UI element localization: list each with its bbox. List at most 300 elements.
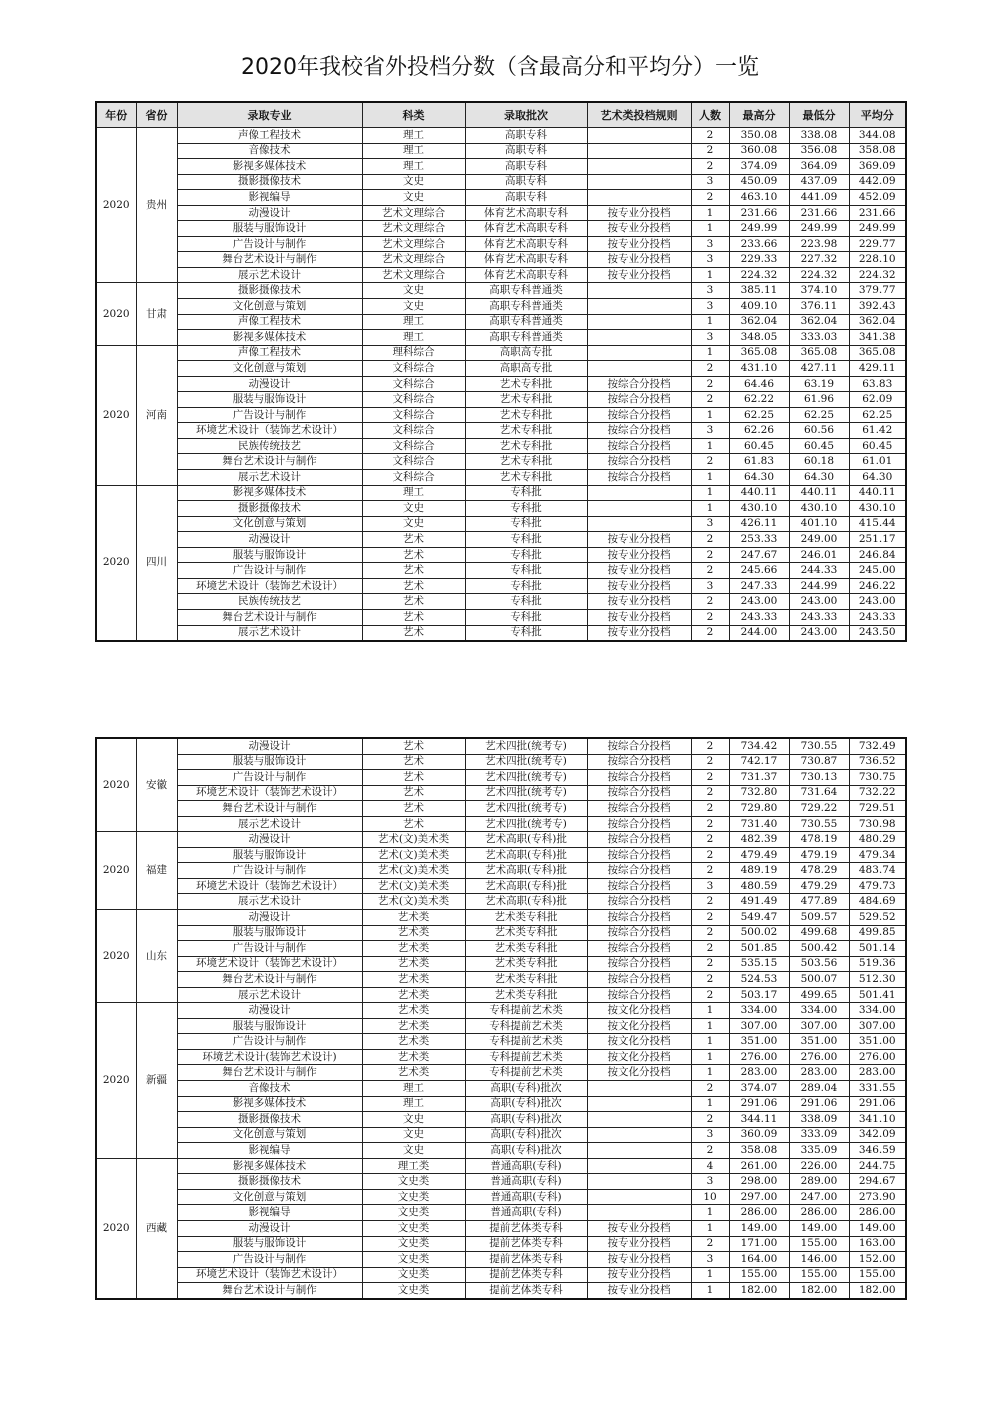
table-row xyxy=(96,283,906,299)
table-row xyxy=(96,205,906,221)
count-cell: 1 xyxy=(691,345,729,361)
batch-cell: 高职(专科)批次 xyxy=(465,1096,587,1112)
max-score-cell: 482.39 xyxy=(729,832,789,848)
batch-cell: 专科批 xyxy=(465,501,587,517)
table-row xyxy=(96,1236,906,1252)
batch-cell: 专科批 xyxy=(465,563,587,579)
major-cell: 展示艺术设计 xyxy=(177,987,362,1003)
rule-cell: 按综合分投档 xyxy=(587,392,691,408)
major-cell: 舞台艺术设计与制作 xyxy=(177,801,362,817)
table-row xyxy=(96,578,906,594)
count-cell: 2 xyxy=(691,894,729,910)
avg-score-cell: 512.30 xyxy=(849,972,906,988)
major-cell: 环境艺术设计（装饰艺术设计） xyxy=(177,878,362,894)
count-cell: 3 xyxy=(691,423,729,439)
major-cell: 环境艺术设计(装饰艺术设计) xyxy=(177,1049,362,1065)
column-header: 科类 xyxy=(362,102,465,128)
min-score-cell: 351.00 xyxy=(789,1034,849,1050)
column-header: 最高分 xyxy=(729,102,789,128)
table-row xyxy=(96,1081,906,1097)
column-header: 艺术类投档规则 xyxy=(587,102,691,128)
avg-score-cell: 529.52 xyxy=(849,910,906,926)
column-header: 年份 xyxy=(96,102,136,128)
major-cell: 广告设计与制作 xyxy=(177,863,362,879)
max-score-cell: 243.00 xyxy=(729,594,789,610)
rule-cell xyxy=(587,1112,691,1128)
major-cell: 服装与服饰设计 xyxy=(177,1236,362,1252)
category-cell: 艺术类 xyxy=(362,1049,465,1065)
rule-cell xyxy=(587,1096,691,1112)
min-score-cell: 224.32 xyxy=(789,267,849,283)
rule-cell: 按专业分投档 xyxy=(587,578,691,594)
avg-score-cell: 61.42 xyxy=(849,423,906,439)
category-cell: 艺术类 xyxy=(362,1065,465,1081)
min-score-cell: 289.04 xyxy=(789,1081,849,1097)
max-score-cell: 491.49 xyxy=(729,894,789,910)
major-cell: 环境艺术设计（装饰艺术设计） xyxy=(177,785,362,801)
avg-score-cell: 294.67 xyxy=(849,1174,906,1190)
min-score-cell: 479.29 xyxy=(789,878,849,894)
max-score-cell: 62.25 xyxy=(729,407,789,423)
table-row xyxy=(96,454,906,470)
count-cell: 2 xyxy=(691,625,729,641)
page-title: 2020年我校省外投档分数（含最高分和平均分）一览 xyxy=(241,55,759,80)
category-cell: 文科综合 xyxy=(362,407,465,423)
batch-cell: 专科提前艺术类 xyxy=(465,1034,587,1050)
rule-cell xyxy=(587,1081,691,1097)
count-cell: 1 xyxy=(691,314,729,330)
min-score-cell: 307.00 xyxy=(789,1018,849,1034)
min-score-cell: 338.09 xyxy=(789,1112,849,1128)
count-cell: 2 xyxy=(691,785,729,801)
avg-score-cell: 249.99 xyxy=(849,221,906,237)
batch-cell: 艺术专科批 xyxy=(465,454,587,470)
major-cell: 民族传统技艺 xyxy=(177,438,362,454)
count-cell: 1 xyxy=(691,267,729,283)
table-row xyxy=(96,376,906,392)
table-row xyxy=(96,159,906,175)
count-cell: 2 xyxy=(691,925,729,941)
count-cell: 3 xyxy=(691,1252,729,1268)
max-score-cell: 64.30 xyxy=(729,470,789,486)
table-row xyxy=(96,501,906,517)
avg-score-cell: 480.29 xyxy=(849,832,906,848)
count-cell: 1 xyxy=(691,1003,729,1019)
batch-cell: 高职(专科)批次 xyxy=(465,1112,587,1128)
avg-score-cell: 273.90 xyxy=(849,1189,906,1205)
batch-cell: 艺术类专科批 xyxy=(465,925,587,941)
max-score-cell: 247.67 xyxy=(729,547,789,563)
table-row xyxy=(96,609,906,625)
batch-cell: 高职专科 xyxy=(465,143,587,159)
category-cell: 艺术 xyxy=(362,625,465,641)
category-cell: 文科综合 xyxy=(362,470,465,486)
avg-score-cell: 331.55 xyxy=(849,1081,906,1097)
table-row xyxy=(96,863,906,879)
avg-score-cell: 283.00 xyxy=(849,1065,906,1081)
major-cell: 动漫设计 xyxy=(177,532,362,548)
rule-cell xyxy=(587,1143,691,1159)
batch-cell: 提前艺体类专科 xyxy=(465,1252,587,1268)
category-cell: 理科综合 xyxy=(362,345,465,361)
rule-cell: 按文化分投档 xyxy=(587,1003,691,1019)
min-score-cell: 155.00 xyxy=(789,1236,849,1252)
rule-cell: 按综合分投档 xyxy=(587,754,691,770)
min-score-cell: 478.19 xyxy=(789,832,849,848)
batch-cell: 艺术高职(专科)批 xyxy=(465,894,587,910)
count-cell: 2 xyxy=(691,1081,729,1097)
rule-cell: 按专业分投档 xyxy=(587,1283,691,1299)
min-score-cell: 249.00 xyxy=(789,532,849,548)
major-cell: 动漫设计 xyxy=(177,1003,362,1019)
batch-cell: 普通高职(专科) xyxy=(465,1205,587,1221)
rule-cell xyxy=(587,190,691,206)
table-row xyxy=(96,894,906,910)
avg-score-cell: 286.00 xyxy=(849,1205,906,1221)
major-cell: 环境艺术设计（装饰艺术设计） xyxy=(177,956,362,972)
rule-cell: 按综合分投档 xyxy=(587,454,691,470)
max-score-cell: 298.00 xyxy=(729,1174,789,1190)
max-score-cell: 360.08 xyxy=(729,143,789,159)
table-row xyxy=(96,801,906,817)
avg-score-cell: 63.83 xyxy=(849,376,906,392)
major-cell: 文化创意与策划 xyxy=(177,361,362,377)
category-cell: 文史 xyxy=(362,190,465,206)
category-cell: 文史类 xyxy=(362,1267,465,1283)
table-row xyxy=(96,594,906,610)
major-cell: 影视多媒体技术 xyxy=(177,159,362,175)
count-cell: 2 xyxy=(691,1143,729,1159)
min-score-cell: 226.00 xyxy=(789,1158,849,1174)
major-cell: 服装与服饰设计 xyxy=(177,847,362,863)
avg-score-cell: 519.36 xyxy=(849,956,906,972)
max-score-cell: 729.80 xyxy=(729,801,789,817)
avg-score-cell: 430.10 xyxy=(849,501,906,517)
count-cell: 1 xyxy=(691,1220,729,1236)
avg-score-cell: 362.04 xyxy=(849,314,906,330)
count-cell: 2 xyxy=(691,972,729,988)
major-cell: 服装与服饰设计 xyxy=(177,754,362,770)
min-score-cell: 249.99 xyxy=(789,221,849,237)
rule-cell: 按专业分投档 xyxy=(587,236,691,252)
category-cell: 文史类 xyxy=(362,1205,465,1221)
batch-cell: 体育艺术高职专科 xyxy=(465,236,587,252)
count-cell: 1 xyxy=(691,1018,729,1034)
major-cell: 声像工程技术 xyxy=(177,345,362,361)
max-score-cell: 244.00 xyxy=(729,625,789,641)
year-cell: 2020 xyxy=(96,283,136,345)
batch-cell: 艺术高职(专科)批 xyxy=(465,847,587,863)
min-score-cell: 479.19 xyxy=(789,847,849,863)
batch-cell: 艺术四批(统考专) xyxy=(465,785,587,801)
rule-cell: 按综合分投档 xyxy=(587,847,691,863)
table-row xyxy=(96,910,906,926)
category-cell: 文史 xyxy=(362,299,465,315)
avg-score-cell: 341.38 xyxy=(849,330,906,346)
year-cell: 2020 xyxy=(96,345,136,485)
max-score-cell: 182.00 xyxy=(729,1283,789,1299)
major-cell: 环境艺术设计（装饰艺术设计） xyxy=(177,1267,362,1283)
batch-cell: 高职高专批 xyxy=(465,361,587,377)
min-score-cell: 289.00 xyxy=(789,1174,849,1190)
min-score-cell: 729.22 xyxy=(789,801,849,817)
min-score-cell: 244.33 xyxy=(789,563,849,579)
max-score-cell: 489.19 xyxy=(729,863,789,879)
min-score-cell: 182.00 xyxy=(789,1283,849,1299)
avg-score-cell: 341.10 xyxy=(849,1112,906,1128)
batch-cell: 专科批 xyxy=(465,625,587,641)
table-row xyxy=(96,1034,906,1050)
rule-cell: 按综合分投档 xyxy=(587,470,691,486)
rule-cell: 按综合分投档 xyxy=(587,956,691,972)
avg-score-cell: 346.59 xyxy=(849,1143,906,1159)
max-score-cell: 291.06 xyxy=(729,1096,789,1112)
category-cell: 文史 xyxy=(362,1112,465,1128)
category-cell: 艺术 xyxy=(362,816,465,832)
category-cell: 艺术类 xyxy=(362,1018,465,1034)
avg-score-cell: 224.32 xyxy=(849,267,906,283)
batch-cell: 提前艺体类专科 xyxy=(465,1220,587,1236)
count-cell: 3 xyxy=(691,330,729,346)
category-cell: 理工 xyxy=(362,485,465,501)
category-cell: 文科综合 xyxy=(362,438,465,454)
table-row xyxy=(96,1112,906,1128)
min-score-cell: 499.68 xyxy=(789,925,849,941)
min-score-cell: 246.01 xyxy=(789,547,849,563)
max-score-cell: 480.59 xyxy=(729,878,789,894)
count-cell: 2 xyxy=(691,594,729,610)
min-score-cell: 149.00 xyxy=(789,1220,849,1236)
major-cell: 动漫设计 xyxy=(177,832,362,848)
rule-cell: 按综合分投档 xyxy=(587,910,691,926)
rule-cell xyxy=(587,299,691,315)
year-cell: 2020 xyxy=(96,128,136,283)
rule-cell xyxy=(587,314,691,330)
batch-cell: 艺术四批(统考专) xyxy=(465,738,587,754)
max-score-cell: 430.10 xyxy=(729,501,789,517)
count-cell: 3 xyxy=(691,878,729,894)
min-score-cell: 64.30 xyxy=(789,470,849,486)
count-cell: 1 xyxy=(691,1049,729,1065)
max-score-cell: 479.49 xyxy=(729,847,789,863)
rule-cell xyxy=(587,501,691,517)
count-cell: 2 xyxy=(691,863,729,879)
count-cell: 10 xyxy=(691,1189,729,1205)
avg-score-cell: 251.17 xyxy=(849,532,906,548)
count-cell: 2 xyxy=(691,376,729,392)
batch-cell: 高职(专科)批次 xyxy=(465,1127,587,1143)
rule-cell: 按综合分投档 xyxy=(587,376,691,392)
major-cell: 广告设计与制作 xyxy=(177,563,362,579)
score-table-1 xyxy=(95,101,907,642)
batch-cell: 艺术四批(统考专) xyxy=(465,801,587,817)
table-row xyxy=(96,252,906,268)
rule-cell: 按综合分投档 xyxy=(587,738,691,754)
major-cell: 影视多媒体技术 xyxy=(177,1158,362,1174)
min-score-cell: 338.08 xyxy=(789,128,849,144)
max-score-cell: 261.00 xyxy=(729,1158,789,1174)
min-score-cell: 730.13 xyxy=(789,770,849,786)
min-score-cell: 60.18 xyxy=(789,454,849,470)
rule-cell xyxy=(587,1127,691,1143)
max-score-cell: 245.66 xyxy=(729,563,789,579)
count-cell: 2 xyxy=(691,609,729,625)
year-cell: 2020 xyxy=(96,1158,136,1298)
min-score-cell: 356.08 xyxy=(789,143,849,159)
major-cell: 广告设计与制作 xyxy=(177,770,362,786)
category-cell: 文史 xyxy=(362,1127,465,1143)
major-cell: 服装与服饰设计 xyxy=(177,1018,362,1034)
avg-score-cell: 60.45 xyxy=(849,438,906,454)
rule-cell xyxy=(587,128,691,144)
avg-score-cell: 730.98 xyxy=(849,816,906,832)
avg-score-cell: 62.25 xyxy=(849,407,906,423)
category-cell: 艺术文理综合 xyxy=(362,267,465,283)
min-score-cell: 333.03 xyxy=(789,330,849,346)
min-score-cell: 60.45 xyxy=(789,438,849,454)
count-cell: 1 xyxy=(691,485,729,501)
table-row xyxy=(96,972,906,988)
count-cell: 1 xyxy=(691,1065,729,1081)
category-cell: 艺术文理综合 xyxy=(362,205,465,221)
major-cell: 舞台艺术设计与制作 xyxy=(177,609,362,625)
batch-cell: 体育艺术高职专科 xyxy=(465,267,587,283)
avg-score-cell: 732.22 xyxy=(849,785,906,801)
major-cell: 舞台艺术设计与制作 xyxy=(177,972,362,988)
major-cell: 服装与服饰设计 xyxy=(177,392,362,408)
table-row xyxy=(96,1189,906,1205)
batch-cell: 高职(专科)批次 xyxy=(465,1143,587,1159)
min-score-cell: 500.42 xyxy=(789,941,849,957)
rule-cell: 按专业分投档 xyxy=(587,532,691,548)
rule-cell xyxy=(587,174,691,190)
province-cell: 四川 xyxy=(136,485,177,641)
avg-score-cell: 499.85 xyxy=(849,925,906,941)
rule-cell: 按综合分投档 xyxy=(587,878,691,894)
count-cell: 1 xyxy=(691,1096,729,1112)
count-cell: 2 xyxy=(691,987,729,1003)
major-cell: 音像技术 xyxy=(177,1081,362,1097)
table-row xyxy=(96,330,906,346)
major-cell: 展示艺术设计 xyxy=(177,816,362,832)
max-score-cell: 224.32 xyxy=(729,267,789,283)
count-cell: 2 xyxy=(691,847,729,863)
count-cell: 2 xyxy=(691,910,729,926)
count-cell: 2 xyxy=(691,941,729,957)
count-cell: 1 xyxy=(691,1283,729,1299)
table-row xyxy=(96,392,906,408)
rule-cell: 按专业分投档 xyxy=(587,547,691,563)
rule-cell: 按专业分投档 xyxy=(587,1236,691,1252)
avg-score-cell: 351.00 xyxy=(849,1034,906,1050)
table-row xyxy=(96,361,906,377)
batch-cell: 专科提前艺术类 xyxy=(465,1018,587,1034)
rule-cell: 按综合分投档 xyxy=(587,972,691,988)
province-cell: 甘肃 xyxy=(136,283,177,345)
province-cell: 安徽 xyxy=(136,738,177,832)
count-cell: 1 xyxy=(691,438,729,454)
rule-cell: 按文化分投档 xyxy=(587,1065,691,1081)
major-cell: 声像工程技术 xyxy=(177,314,362,330)
min-score-cell: 61.96 xyxy=(789,392,849,408)
avg-score-cell: 484.69 xyxy=(849,894,906,910)
major-cell: 影视编导 xyxy=(177,1205,362,1221)
count-cell: 3 xyxy=(691,516,729,532)
batch-cell: 高职专科普通类 xyxy=(465,283,587,299)
count-cell: 2 xyxy=(691,832,729,848)
max-score-cell: 60.45 xyxy=(729,438,789,454)
major-cell: 动漫设计 xyxy=(177,738,362,754)
major-cell: 声像工程技术 xyxy=(177,128,362,144)
min-score-cell: 430.10 xyxy=(789,501,849,517)
batch-cell: 高职专科普通类 xyxy=(465,314,587,330)
rule-cell: 按综合分投档 xyxy=(587,785,691,801)
table-row xyxy=(96,1127,906,1143)
max-score-cell: 385.11 xyxy=(729,283,789,299)
major-cell: 环境艺术设计（装饰艺术设计） xyxy=(177,423,362,439)
category-cell: 艺术 xyxy=(362,754,465,770)
count-cell: 3 xyxy=(691,174,729,190)
table-row xyxy=(96,299,906,315)
rule-cell: 按专业分投档 xyxy=(587,1267,691,1283)
rule-cell: 按专业分投档 xyxy=(587,1220,691,1236)
major-cell: 动漫设计 xyxy=(177,376,362,392)
max-score-cell: 503.17 xyxy=(729,987,789,1003)
batch-cell: 体育艺术高职专科 xyxy=(465,252,587,268)
count-cell: 3 xyxy=(691,252,729,268)
max-score-cell: 249.99 xyxy=(729,221,789,237)
category-cell: 文科综合 xyxy=(362,423,465,439)
avg-score-cell: 452.09 xyxy=(849,190,906,206)
count-cell: 2 xyxy=(691,956,729,972)
max-score-cell: 247.33 xyxy=(729,578,789,594)
batch-cell: 提前艺体类专科 xyxy=(465,1236,587,1252)
count-cell: 2 xyxy=(691,190,729,206)
table-row xyxy=(96,547,906,563)
major-cell: 服装与服饰设计 xyxy=(177,221,362,237)
major-cell: 舞台艺术设计与制作 xyxy=(177,1283,362,1299)
min-score-cell: 244.99 xyxy=(789,578,849,594)
max-score-cell: 734.42 xyxy=(729,738,789,754)
min-score-cell: 155.00 xyxy=(789,1267,849,1283)
year-cell: 2020 xyxy=(96,485,136,641)
batch-cell: 体育艺术高职专科 xyxy=(465,205,587,221)
major-cell: 影视多媒体技术 xyxy=(177,485,362,501)
rule-cell: 按综合分投档 xyxy=(587,423,691,439)
max-score-cell: 233.66 xyxy=(729,236,789,252)
count-cell: 2 xyxy=(691,454,729,470)
count-cell: 2 xyxy=(691,361,729,377)
avg-score-cell: 291.06 xyxy=(849,1096,906,1112)
major-cell: 动漫设计 xyxy=(177,1220,362,1236)
max-score-cell: 334.00 xyxy=(729,1003,789,1019)
table-row xyxy=(96,878,906,894)
max-score-cell: 463.10 xyxy=(729,190,789,206)
major-cell: 展示艺术设计 xyxy=(177,267,362,283)
rule-cell xyxy=(587,1189,691,1205)
major-cell: 摄影摄像技术 xyxy=(177,283,362,299)
major-cell: 服装与服饰设计 xyxy=(177,547,362,563)
max-score-cell: 358.08 xyxy=(729,1143,789,1159)
batch-cell: 艺术四批(统考专) xyxy=(465,754,587,770)
max-score-cell: 164.00 xyxy=(729,1252,789,1268)
batch-cell: 高职专科普通类 xyxy=(465,299,587,315)
year-cell: 2020 xyxy=(96,832,136,910)
table-row xyxy=(96,1003,906,1019)
category-cell: 艺术 xyxy=(362,578,465,594)
category-cell: 文史类 xyxy=(362,1220,465,1236)
category-cell: 文史类 xyxy=(362,1252,465,1268)
